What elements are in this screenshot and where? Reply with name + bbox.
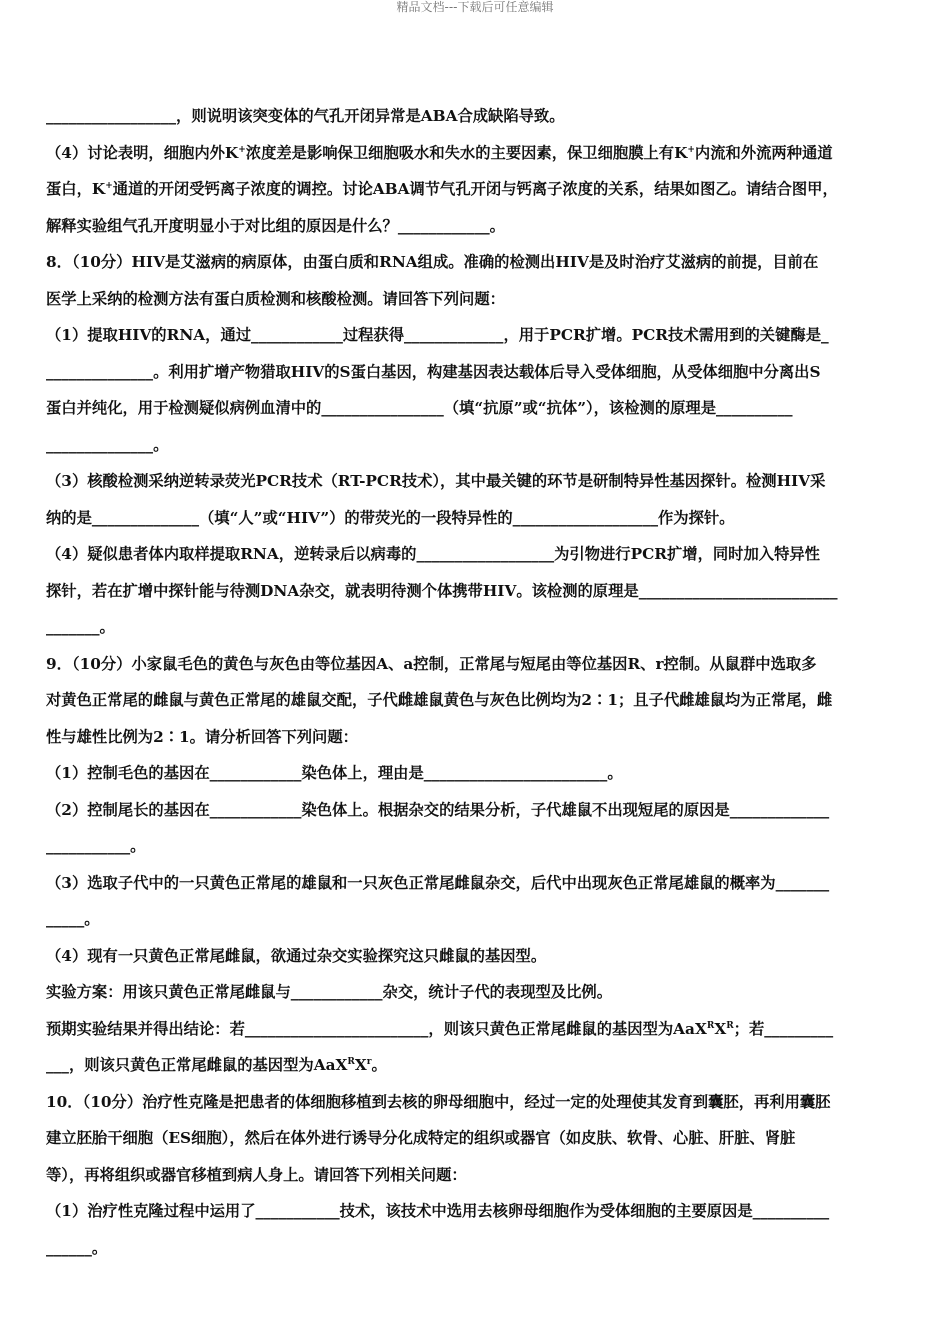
text-line: （4）讨论表明，细胞内外K+浓度差是影响保卫细胞吸水和失水的主要因素，保卫细胞膜上有K+内流和外流两种通道 [46,143,833,162]
text-line: ___，则该只黄色正常尾雌鼠的基因型为$AaX^RX^r$。 [46,1056,387,1074]
text-line: 8．（10分）HIV是艾滋病的病原体，由蛋白质和RNA组成。准确的检测出HIV是及时治疗艾滋病的前提，目前在 [46,253,819,271]
text-line: （1）控制毛色的基因在____________染色体上，理由是________________________。 [46,764,623,782]
text-line: （3）核酸检测采纳逆转录荧光PCR技术（RT-PCR技术），其中最关键的环节是研制特异性基因探针。检测HIV采 [46,472,826,490]
text-line: ______。 [46,1238,108,1257]
text-line: 建立胚胎干细胞（ES细胞），然后在体外进行诱导分化成特定的组织或器官（如皮肤、软骨、心脏、肝脏、肾脏 [46,1129,796,1147]
text-line: （2）控制尾长的基因在____________染色体上。根据杂交的结果分析，子代雄鼠不出现短尾的原因是_____________ [46,800,830,819]
page-header: 精品文档---下载后可任意编辑 [396,0,554,14]
text-line: ______________。 [46,435,169,454]
text-line: （4）疑似患者体内取样提取RNA，逆转录后以病毒的__________________为引物进行PCR扩增，同时加入特异性 [46,545,820,563]
text-line: 探针，若在扩增中探针能与待测DNA杂交，就表明待测个体携带HIV。该检测的原理是__________________________ [46,581,838,600]
text-line: 医学上采纳的检测方法有蛋白质检测和核酸检测。请回答下列问题： [46,289,505,308]
text-line: 等），再将组织或器官移植到病人身上。请回答下列相关问题： [46,1165,467,1184]
text-line: 预期实验结果并得出结论：若________________________，则该只黄色正常尾雌鼠的基因型为$AaX^RX^R$；若_________ [46,1019,834,1038]
text-line: 10．（10分）治疗性克隆是把患者的体细胞移植到去核的卵母细胞中，经过一定的处理使其发育到囊胚，再利用囊胚 [46,1092,831,1111]
text-line: 实验方案：用该只黄色正常尾雌鼠与____________杂交，统计子代的表现型及比例。 [46,983,612,1001]
text-line: 解释实验组气孔开度明显小于对比组的原因是什么？____________。 [46,216,505,235]
text-line: 对黄色正常尾的雌鼠与黄色正常尾的雄鼠交配，子代雌雄鼠黄色与灰色比例均为2∶1；且子代雌雄鼠均为正常尾，雌 [46,691,833,709]
text-line: 性与雄性比例为2∶1。请分析回答下列问题： [46,727,358,746]
text-line: 纳的是______________（填“人”或“HIV”）的带荧光的一段特异性的___________________作为探针。 [46,508,735,527]
document-body [46,98,906,1266]
text-line: 9．（10分）小家鼠毛色的黄色与灰色由等位基因A、a控制，正常尾与短尾由等位基因R、r控制。从鼠群中选取多 [46,654,817,673]
text-line: （1）治疗性克隆过程中运用了___________技术，该技术中选用去核卵母细胞作为受体细胞的主要原因是__________ [46,1202,830,1220]
text-line: _____。 [46,910,100,928]
text-line: 蛋白并纯化，用于检测疑似病例血清中的________________（填“抗原”或“抗体”），该检测的原理是__________ [46,399,793,417]
text-line: （1）提取HIV的RNA，通过____________过程获得_____________，用于PCR扩增。PCR技术需用到的关键酶是_ [46,326,829,344]
text-line: _________________，则说明该突变体的气孔开闭异常是ABA合成缺陷导致。 [46,107,565,125]
text-line: （3）选取子代中的一只黄色正常尾的雄鼠和一只灰色正常尾雌鼠杂交，后代中出现灰色正常尾雄鼠的概率为_______ [46,873,830,892]
text-line: ______________。利用扩增产物猎取HIV的S蛋白基因，构建基因表达载体后导入受体细胞，从受体细胞中分离出S [46,362,821,381]
text-line: ___________。 [46,837,146,855]
text-line: 蛋白，K+通道的开闭受钙离子浓度的调控。讨论ABA调节气孔开闭与钙离子浓度的关系，结果如图乙。请结合图甲， [46,180,838,198]
text-line: （4）现有一只黄色正常尾雌鼠，欲通过杂交实验探究这只雌鼠的基因型。 [46,946,547,965]
text-line: _______。 [46,618,115,636]
